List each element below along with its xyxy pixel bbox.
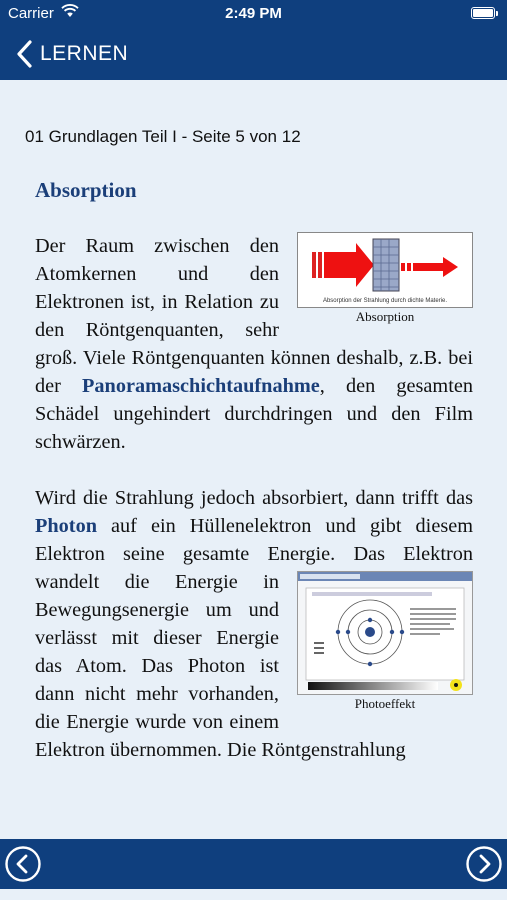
absorption-figure[interactable] [297,232,473,326]
chevron-left-icon [14,39,36,69]
status-time: 2:49 PM [225,5,282,22]
back-button-label: LERNEN [40,42,129,65]
absorption-diagram [298,233,472,297]
back-button[interactable] [14,38,128,70]
lesson-content[interactable] [0,80,507,808]
absorption-caption: Absorption [355,309,415,324]
article-heading: Absorption [35,178,137,202]
carrier-label: Carrier [8,5,54,22]
paragraph-1-text-b: , den gesamten Schädel ungehindert durchdringen und den Film schwärzen. [35,375,473,453]
home-indicator-area [0,889,507,900]
status-bar [0,0,507,28]
navigation-bar [0,28,507,80]
photoeffect-caption: Photoeffekt [354,696,416,711]
bottom-navigation-bar [0,839,507,889]
paragraph-1-text-a: Der Raum zwischen den Atomkernen und den Elektronen ist, in Relation zu den Röntgenquanten, sehr groß. Viele Röntgenquanten können deshalb, z.B. bei der [35,235,473,397]
battery-icon [471,7,495,19]
article [35,176,473,792]
photoeffect-image [297,571,473,695]
absorption-inner-caption: Absorption der Strahlung durch dichte Materie. [322,298,448,304]
next-page-button[interactable] [465,845,503,883]
photoeffect-diagram [298,572,472,694]
keyword-link-photon[interactable]: Photon [35,515,97,537]
photoeffect-figure[interactable] [297,571,473,713]
paragraph-2-text-c: Das Elektron wandelt die Energie in Bewegungsenergie um und verlässt mit dieser Energie das Atom. Das Photon ist dann nicht mehr vorhanden, die Energie wurde von einem Elektron übernommen. Die Röntgenstrahlung [35,543,473,761]
paragraph-2 [35,484,473,764]
absorption-image [297,232,473,308]
keyword-link-panoramaschichtaufnahme[interactable]: Panoramaschichtaufnahme [82,375,320,397]
previous-page-button[interactable] [4,845,42,883]
paragraph-2-text-b: auf ein Hüllenelektron und gibt diesem Elektron seine gesamte Energie. [35,515,473,565]
paragraph-2-text-a: Wird die Strahlung jedoch absorbiert, dann trifft das [35,487,473,509]
page-indicator: 01 Grundlagen Teil I - Seite 5 von 12 [25,127,301,146]
